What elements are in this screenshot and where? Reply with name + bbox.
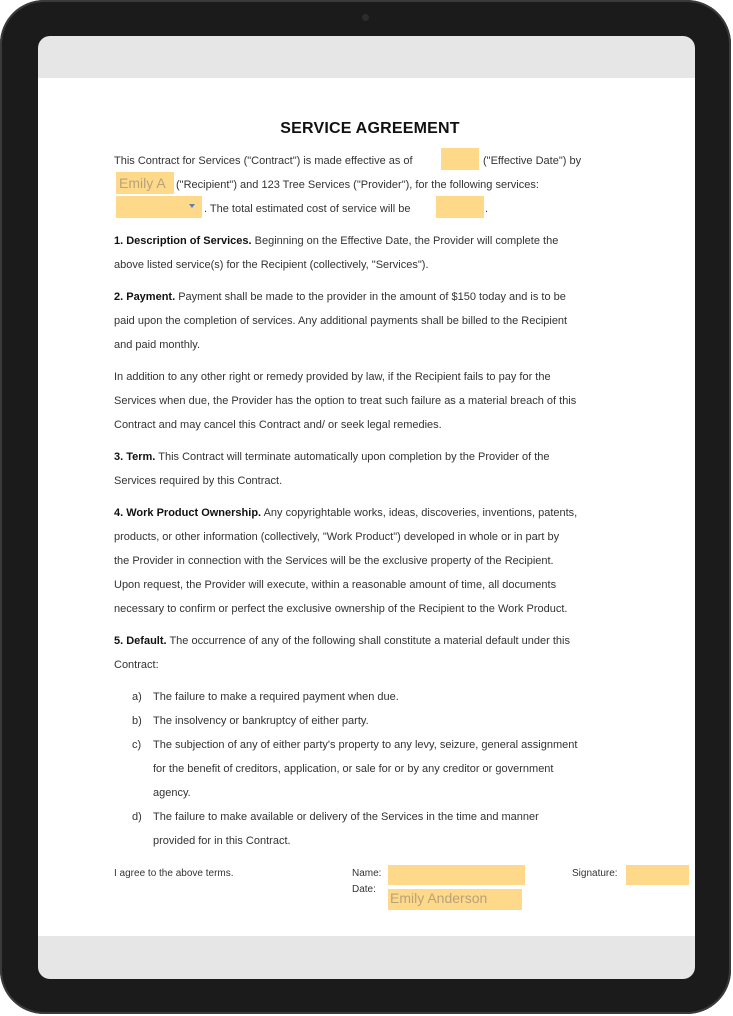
list-item-marker: c): [132, 739, 142, 751]
section-3-text: This Contract will terminate automatically upon completion by the Provider of the: [158, 451, 550, 463]
intro-text-2: ("Effective Date") by: [483, 155, 582, 167]
document-page: [38, 78, 695, 936]
section-3-line-2: Services required by this Contract.: [114, 475, 283, 487]
intro-line-1: [114, 155, 413, 167]
list-item-continued: agency.: [153, 787, 191, 799]
date-label: Date:: [352, 884, 376, 895]
list-item-marker: b): [132, 715, 142, 727]
list-item-marker: d): [132, 811, 142, 823]
section-4-heading: 4. Work Product Ownership.: [114, 507, 262, 519]
section-4-line-4: Upon request, the Provider will execute, within a reasonable amount of time, all documents: [114, 579, 557, 591]
section-5-text: The occurrence of any of the following shall constitute a material default under this: [169, 635, 570, 647]
intro-period: .: [485, 203, 489, 215]
date-field-value[interactable]: Emily Anderson: [390, 890, 488, 906]
recipient-name-value[interactable]: Emily A: [119, 175, 166, 191]
remedy-line-3: Contract and may cancel this Contract and/ or seek legal remedies.: [114, 419, 442, 431]
list-item: The subjection of any of either party's property to any levy, seizure, general assignment: [153, 739, 578, 751]
section-2-line-3: and paid monthly.: [114, 339, 201, 351]
section-3-line-1: [114, 451, 550, 463]
document-title: SERVICE AGREEMENT: [280, 120, 460, 137]
list-item-marker: a): [132, 691, 142, 703]
list-item: The insolvency or bankruptcy of either party.: [153, 715, 369, 727]
total-cost-field[interactable]: [436, 196, 484, 218]
list-item-continued: for the benefit of creditors, application, or sale for or by any creditor or government: [153, 763, 554, 775]
section-4-line-2: products, or other information (collectively, "Work Product") developed in whole or in part by: [114, 531, 560, 543]
list-item: The failure to make available or delivery of the Services in the time and manner: [153, 811, 539, 823]
intro-line-2: ("Recipient") and 123 Tree Services ("Provider"), for the following services:: [176, 179, 539, 191]
section-5-heading: 5. Default.: [114, 635, 167, 647]
remedy-line-2: Services when due, the Provider has the option to treat such failure as a material breach of this: [114, 395, 577, 407]
list-item: The failure to make a required payment when due.: [153, 691, 399, 703]
section-2-text: Payment shall be made to the provider in the amount of $150 today and is to be: [178, 291, 566, 303]
section-2-line-1: [114, 291, 566, 303]
section-1-line-2: above listed service(s) for the Recipient (collectively, "Services").: [114, 259, 429, 271]
signature-label: Signature:: [572, 868, 618, 879]
section-4-text: Any copyrightable works, ideas, discoveries, inventions, patents,: [263, 507, 578, 519]
section-4-line-1: [114, 507, 577, 519]
section-4-line-5: necessary to confirm or perfect the exclusive ownership of the Recipient to the Work Product.: [114, 603, 568, 615]
section-2-heading: 2. Payment.: [114, 291, 176, 303]
list-item-continued: provided for in this Contract.: [153, 835, 291, 847]
section-5-line-2: Contract:: [114, 659, 159, 671]
chevron-down-icon[interactable]: [189, 204, 195, 208]
name-label: Name:: [352, 868, 382, 879]
intro-text: This Contract for Services ("Contract") is made effective as of: [114, 155, 413, 167]
remedy-line-1: In addition to any other right or remedy provided by law, if the Recipient fails to pay for the: [114, 371, 551, 383]
section-1-line-1: [114, 235, 558, 247]
intro-line-3: . The total estimated cost of service will be: [204, 203, 411, 215]
section-1-heading: 1. Description of Services.: [114, 235, 252, 247]
effective-date-field[interactable]: [441, 148, 479, 170]
screen: [38, 36, 695, 979]
camera-icon: [362, 14, 369, 21]
section-1-text: Beginning on the Effective Date, the Provider will complete the: [254, 235, 559, 247]
name-field[interactable]: [388, 865, 525, 885]
section-2-line-2: paid upon the completion of services. Any additional payments shall be billed to the Recipient: [114, 315, 568, 327]
section-3-heading: 3. Term.: [114, 451, 156, 463]
section-5-line-1: [114, 635, 570, 647]
section-4-line-3: the Provider in connection with the Services will be the exclusive property of the Recipient.: [114, 555, 554, 567]
signature-field[interactable]: [626, 865, 689, 885]
agree-text: I agree to the above terms.: [114, 868, 234, 879]
